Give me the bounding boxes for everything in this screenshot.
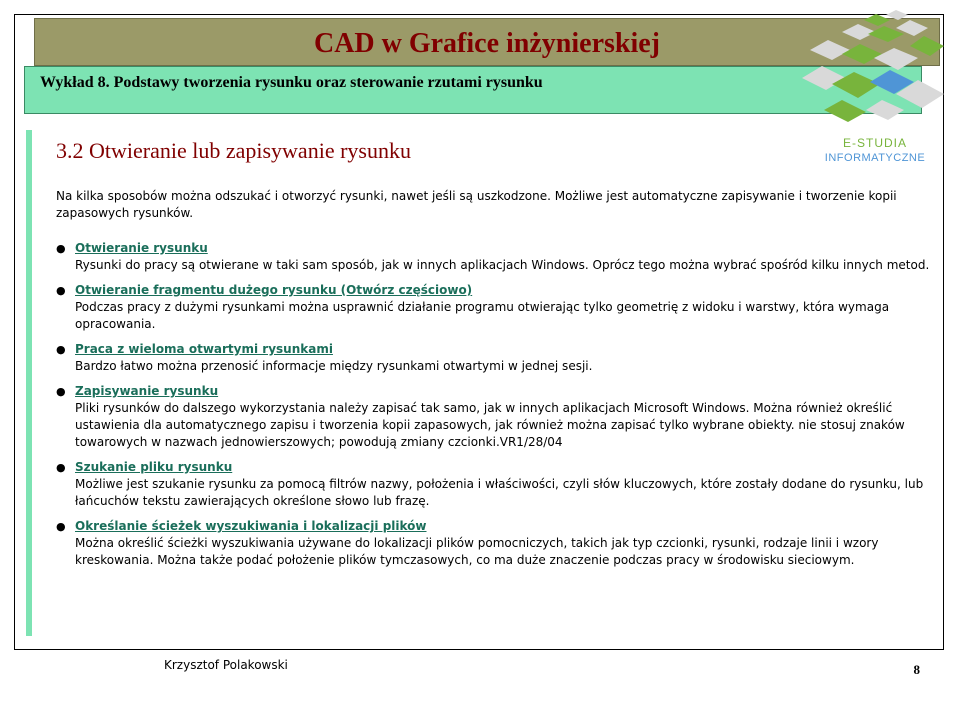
topic-description: Rysunki do pracy są otwierane w taki sam sposób, jak w innych aplikacjach Windows. Oprócz tego można wybrać spośród kilku innych metod.	[75, 258, 930, 272]
brand-name: E-STUDIA	[842, 136, 907, 150]
bullet-icon: ●	[56, 520, 66, 533]
list-item	[56, 282, 940, 333]
topic-description: Pliki rysunków do dalszego wykorzystania należy zapisać tak samo, jak w innych aplikacjach Microsoft Windows. Można również określić ustawienia dla automatycznego zapisu i tworzenia kopii zapasowych, jak również można zapisać tylko wybrane obiekty. nie stosuj znaków towarowych w nazwach jednowierszowych; powodują zmiany czcionki.VR1/28/04	[75, 401, 905, 449]
content-area	[56, 188, 940, 577]
list-item	[56, 383, 940, 451]
topic-description: Możliwe jest szukanie rysunku za pomocą filtrów nazwy, położenia i właściwości, czyli słów kluczowych, które zostały dodane do rysunku, lub łańcuchów tekstu zawierających określone słowo lub frazę.	[75, 477, 924, 508]
author-name: Krzysztof Polakowski	[164, 658, 288, 672]
topic-link[interactable]: Szukanie pliku rysunku	[75, 460, 233, 474]
brand-subname: INFORMATYCZNE	[824, 152, 926, 164]
bullet-icon: ●	[56, 343, 66, 356]
topic-link[interactable]: Określanie ścieżek wyszukiwania i lokalizacji plików	[75, 519, 427, 533]
bullet-icon: ●	[56, 242, 66, 255]
bullet-icon: ●	[56, 284, 66, 297]
topic-list	[56, 240, 940, 569]
intro-paragraph: Na kilka sposobów można odszukać i otworzyć rysunki, nawet jeśli są uszkodzone. Możliwe jest automatyczne zapisywanie i tworzenie kopii zapasowych rysunków.	[56, 189, 897, 220]
topic-link[interactable]: Zapisywanie rysunku	[75, 384, 219, 398]
slide-title: CAD w Grafice inżynierskiej	[313, 28, 661, 59]
page-number: 8	[913, 662, 920, 677]
tile-mosaic-logo-icon	[798, 4, 948, 122]
topic-link[interactable]: Otwieranie fragmentu dużego rysunku (Otwórz częściowo)	[75, 283, 473, 297]
accent-side-bar	[26, 130, 32, 636]
list-item	[56, 341, 940, 375]
bullet-icon: ●	[56, 461, 66, 474]
topic-description: Bardzo łatwo można przenosić informacje między rysunkami otwartymi w jednej sesji.	[75, 359, 593, 373]
topic-description: Można określić ścieżki wyszukiwania używane do lokalizacji plików pomocniczych, takich jak typ czcionki, rysunki, rodzaje linii i wzory kreskowania. Można także podać położenie plików tymczasowych, co ma duże znaczenie podczas pracy w środowisku sieciowym.	[75, 536, 879, 567]
topic-description: Podczas pracy z dużymi rysunkami można usprawnić działanie programu otwierając tylko geometrię z widoku i warstwy, która wymaga opracowania.	[75, 300, 890, 331]
list-item	[56, 459, 940, 510]
lecture-subtitle: Wykład 8. Podstawy tworzenia rysunku oraz sterowanie rzutami rysunku	[40, 74, 543, 91]
list-item	[56, 518, 940, 569]
bullet-icon: ●	[56, 385, 66, 398]
topic-link[interactable]: Praca z wieloma otwartymi rysunkami	[75, 342, 333, 356]
section-heading: 3.2 Otwieranie lub zapisywanie rysunku	[56, 138, 411, 163]
topic-link[interactable]: Otwieranie rysunku	[75, 241, 208, 255]
list-item	[56, 240, 940, 274]
